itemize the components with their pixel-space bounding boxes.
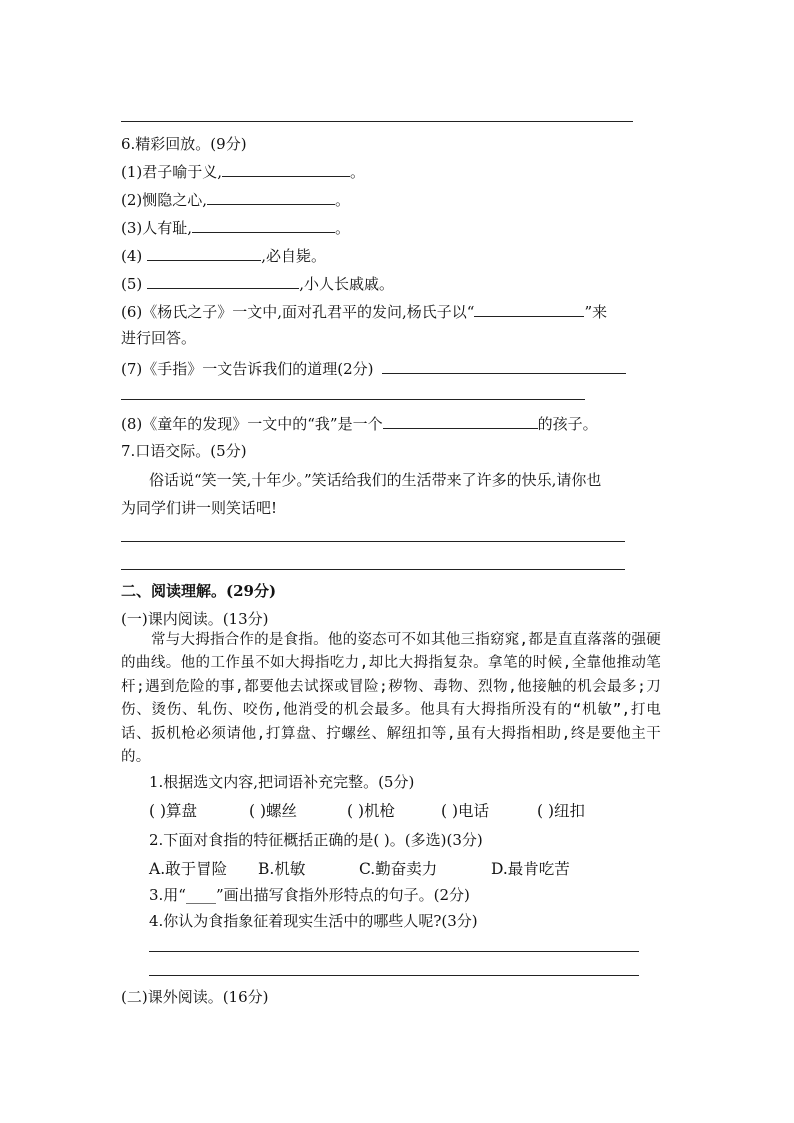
word-fill-2[interactable]: ( )螺丝 [249,802,298,820]
word-fill-4[interactable]: ( )电话 [441,802,490,820]
q7-prompt-line-2: 为同学们讲一则笑话吧! [121,499,278,517]
blank-field[interactable] [147,245,261,261]
sub-q4-label: 4.你认为食指象征着现实生活中的哪些人呢?(3分) [149,912,478,930]
sub-q1-label: 1.根据选文内容,把词语补充完整。(5分) [149,773,415,791]
q6-item-7-answer-line[interactable] [121,399,585,400]
q6-title: 6.精彩回放。(9分) [121,135,247,153]
blank-field[interactable] [192,217,335,233]
sub-q4-answer-line-1[interactable] [149,951,639,952]
blank-field[interactable] [383,413,538,429]
q6-item-5-tail: ,小人长戚戚。 [299,275,395,293]
blank-field[interactable] [222,161,350,177]
blank-field[interactable] [207,189,335,205]
sub-q3-label: 3.用“____”画出描写食指外形特点的句子。(2分) [149,886,470,904]
section-2-title: 二、阅读理解。(29分) [121,582,277,600]
q6-item-4 [121,245,326,266]
q6-item-2 [121,189,350,210]
q6-item-7 [121,358,626,379]
sub-q2-label: 2.下面对食指的特征概括正确的是( )。(多选)(3分) [149,831,483,849]
q6-item-6-text: (6)《杨氏之子》一文中,面对孔君平的发问,杨氏子以“ [121,303,475,321]
q6-item-8 [121,413,598,434]
option-c[interactable]: C.勤奋卖力 [359,860,438,878]
q6-item-7-text: (7)《手指》一文告诉我们的道理(2分) [121,360,374,378]
q7-prompt-line-1: 俗话说“笑一笑,十年少。”笑话给我们的生活带来了许多的快乐,请你也 [149,471,602,489]
q7-answer-line-1[interactable] [121,541,625,542]
q6-item-6-tail: ”来 [584,303,608,321]
option-a[interactable]: A.敢于冒险 [149,860,228,878]
q6-item-2-text: (2)恻隐之心, [121,191,208,209]
blank-field[interactable] [382,358,626,374]
q6-item-3 [121,217,350,238]
end-mark: 。 [335,219,351,237]
option-d[interactable]: D.最肯吃苦 [491,860,570,878]
q6-item-8-text: (8)《童年的发现》一文中的“我”是一个 [121,415,383,433]
option-b[interactable]: B.机敏 [258,860,306,878]
q6-item-4-tail: ,必自毙。 [261,247,327,265]
word-fill-5[interactable]: ( )纽扣 [537,802,586,820]
q6-item-1 [121,161,365,182]
q6-item-6-cont: 进行回答。 [121,329,197,347]
q6-item-5-text: (5) [121,275,143,293]
blank-field[interactable] [474,301,584,317]
q6-item-8-tail: 的孩子。 [537,415,598,433]
q6-item-3-text: (3)人有耻, [121,219,193,237]
end-mark: 。 [350,163,366,181]
word-fill-1[interactable]: ( )算盘 [149,802,198,820]
end-mark: 。 [335,191,351,209]
q6-item-1-text: (1)君子喻于义, [121,163,223,181]
q6-item-6 [121,301,607,322]
sub-q4-answer-line-2[interactable] [149,975,639,976]
word-fill-3[interactable]: ( )机枪 [347,802,396,820]
reading-passage: 常与大拇指合作的是食指。他的姿态可不如其他三指窈窕,都是直直落落的强硬的曲线。他的工作虽不如大拇指吃力,却比大拇指复杂。拿笔的时候,全靠他推动笔杆;遇到危险的事,都要他去试探或冒险;秽物、毒物、烈物,他接触的机会最多;刀伤、烫伤、轧伤、咬伤,他消受的机会最多。他具有大拇指所没有的“机敏”,打电话、扳机枪必须请他,打算盘、拧螺丝、解纽扣等,虽有大拇指相助,终是要他主干的。 [121,632,661,766]
q7-title: 7.口语交际。(5分) [121,442,247,460]
part-1-title: (一)课内阅读。(13分) [121,610,269,628]
blank-field[interactable] [147,273,299,289]
answer-line-top [121,121,633,122]
q7-answer-line-2[interactable] [121,569,625,570]
q6-item-4-text: (4) [121,247,143,265]
q6-item-5 [121,273,394,294]
part-2-title: (二)课外阅读。(16分) [121,988,269,1006]
